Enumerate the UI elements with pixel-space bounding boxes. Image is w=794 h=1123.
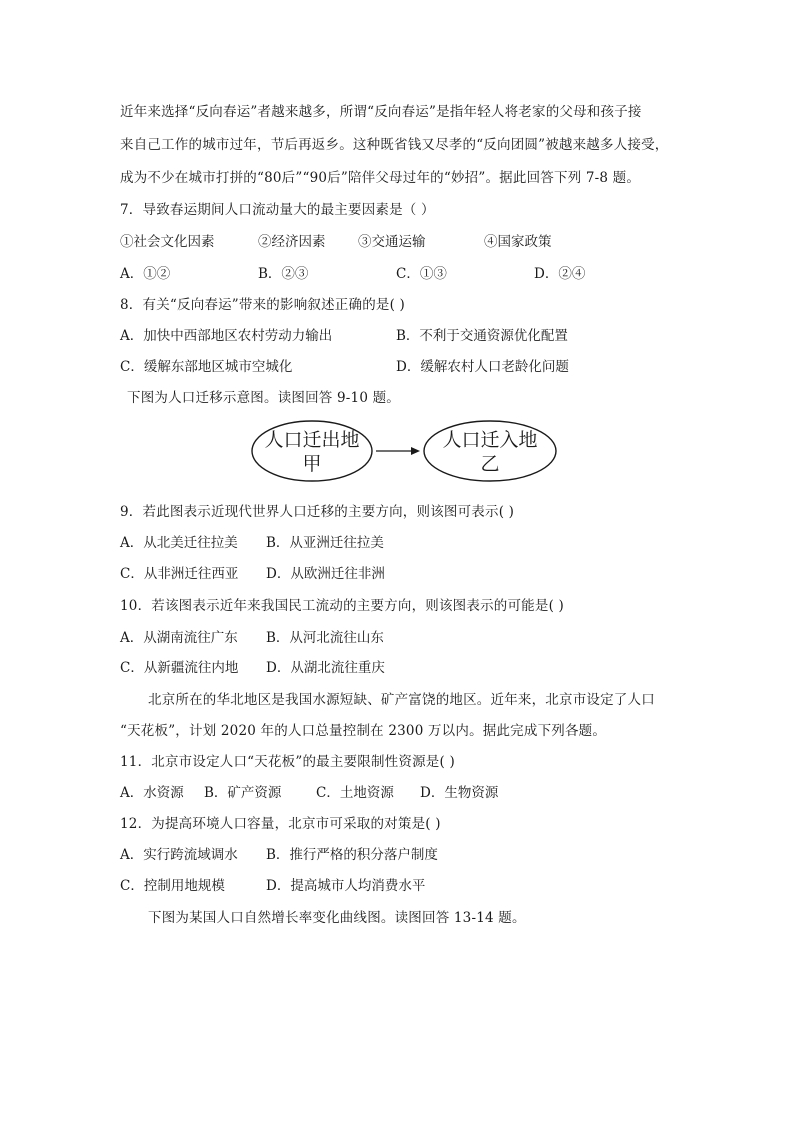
q9-option-d: D．从欧洲迁往非洲 <box>266 566 385 582</box>
q7-factor-4: ④国家政策 <box>484 234 552 250</box>
origin-label: 人口迁出地 <box>264 429 360 451</box>
question-10-stem: 10．若该图表示近年来我国民工流动的主要方向，则该图表示的可能是( ) <box>120 598 565 614</box>
question-11-stem: 11．北京市设定人口“天花板”的最主要限制性资源是( ) <box>120 754 455 770</box>
migration-diagram <box>250 418 560 484</box>
q11-option-c: C．土地资源 <box>316 785 394 801</box>
q7-option-c: C．①③ <box>396 266 447 282</box>
q12-option-c: C．控制用地规模 <box>120 878 225 894</box>
q11-option-d: D．生物资源 <box>420 785 499 801</box>
question-7-stem: 7．导致春运期间人口流动量大的最主要因素是（ ） <box>120 202 435 218</box>
q10-option-d: D．从湖北流往重庆 <box>266 660 385 676</box>
intro-paragraph-line: 北京所在的华北地区是我国水源短缺、矿产富饶的地区。近年来，北京市设定了人口 <box>148 692 655 708</box>
intro-paragraph-line: “天花板”，计划 2020 年的人口总量控制在 2300 万以内。据此完成下列各题。 <box>120 723 607 739</box>
question-12-stem: 12．为提高环境人口容量，北京市可采取的对策是( ) <box>120 816 441 832</box>
question-8-stem: 8．有关“反向春运”带来的影响叙述正确的是( ) <box>120 297 406 313</box>
q10-option-c: C．从新疆流往内地 <box>120 660 239 676</box>
q9-option-b: B．从亚洲迁往拉美 <box>266 535 384 551</box>
q9-option-c: C．从非洲迁往西亚 <box>120 566 239 582</box>
intro-paragraph-line: 近年来选择“反向春运”者越来越多，所谓“反向春运”是指年轻人将老家的父母和孩子接 <box>120 104 642 120</box>
destination-label: 人口迁入地 <box>442 429 538 451</box>
q7-factor-2: ②经济因素 <box>258 234 326 250</box>
destination-sublabel: 乙 <box>480 453 500 475</box>
question-9-stem: 9．若此图表示近现代世界人口迁移的主要方向，则该图可表示( ) <box>120 504 515 520</box>
q12-option-b: B．推行严格的积分落户制度 <box>266 847 438 863</box>
q7-factor-1: ①社会文化因素 <box>120 234 215 250</box>
chart-intro: 下图为某国人口自然增长率变化曲线图。读图回答 13-14 题。 <box>148 910 526 926</box>
q8-option-c: C．缓解东部地区城市空城化 <box>120 359 293 375</box>
q7-option-b: B．②③ <box>258 266 309 282</box>
q9-option-a: A．从北美迁往拉美 <box>120 535 238 551</box>
q7-option-a: A．①② <box>120 266 171 282</box>
q8-option-b: B．不利于交通资源优化配置 <box>396 328 568 344</box>
intro-paragraph-line: 来自己工作的城市过年，节后再返乡。这种既省钱又尽孝的“反向团圆”被越来越多人接受， <box>120 137 669 153</box>
q12-option-d: D．提高城市人均消费水平 <box>266 878 426 894</box>
q7-option-d: D．②④ <box>534 266 586 282</box>
q11-option-a: A．水资源 <box>120 785 184 801</box>
q12-option-a: A．实行跨流域调水 <box>120 847 238 863</box>
arrow-head-icon <box>411 447 420 455</box>
origin-sublabel: 甲 <box>302 453 322 475</box>
q8-option-d: D．缓解农村人口老龄化问题 <box>396 359 569 375</box>
diagram-intro: 下图为人口迁移示意图。读图回答 9-10 题。 <box>127 390 401 406</box>
q10-option-b: B．从河北流往山东 <box>266 630 384 646</box>
q11-option-b: B．矿产资源 <box>204 785 282 801</box>
intro-paragraph-line: 成为不少在城市打拼的“80后”“90后”陪伴父母过年的“妙招”。据此回答下列 7-8 题。 <box>120 170 641 186</box>
q7-factor-3: ③交通运输 <box>358 234 426 250</box>
q10-option-a: A．从湖南流往广东 <box>120 630 238 646</box>
q8-option-a: A．加快中西部地区农村劳动力输出 <box>120 328 333 344</box>
